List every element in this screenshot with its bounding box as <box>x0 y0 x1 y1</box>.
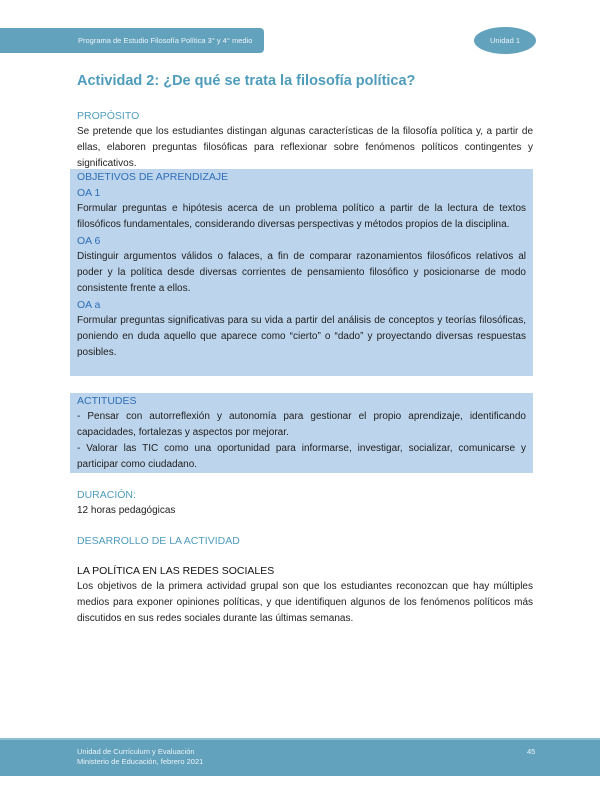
oa-text: Formular preguntas significativas para su vida a partir del análisis de conceptos y teorías filosóficas, poniendo en duda aquello que aparece como “cierto” o “dado” y proyectando diversas respuestas posibles. <box>77 315 526 358</box>
program-title: Programa de Estudio Filosofía Política 3° y 4° medio <box>78 36 253 45</box>
unit-badge <box>474 27 536 54</box>
actitudes-box <box>70 393 533 473</box>
unit-badge-label: Unidad 1 <box>489 36 521 45</box>
actitud-item: - Pensar con autorreflexión y autonomía para gestionar el propio aprendizaje, identificando capacidades, fortalezas y aspectos por mejorar. <box>77 411 526 438</box>
politica-redes-section <box>77 563 533 627</box>
oa-text: Formular preguntas e hipótesis acerca de un problema político a partir de la lectura de textos filosóficos fundamentales, considerando diversas perspectivas y métodos propios de la disciplina. <box>77 203 526 230</box>
politica-redes-text: Los objetivos de la primera actividad grupal son que los estudiantes reconozcan que hay múltiples medios para exponer opiniones políticas, y que identifiquen algunos de los fenómenos políticos más discutidos en sus redes sociales durante las últimas semanas. <box>77 581 533 624</box>
footer-credits <box>77 747 203 767</box>
oa-text: Distinguir argumentos válidos o falaces, a fin de comparar razonamientos filosóficos relativos al poder y la política desde diversas corrientes de pensamiento filosófico y posicionarse de modo consistente frente a ellos. <box>77 251 526 294</box>
proposito-section <box>77 108 533 172</box>
desarrollo-section <box>77 533 240 549</box>
duracion-section <box>77 487 533 519</box>
desarrollo-label: DESARROLLO DE LA ACTIVIDAD <box>77 535 240 547</box>
politica-redes-heading: LA POLÍTICA EN LAS REDES SOCIALES <box>77 565 275 577</box>
oa-code: OA 1 <box>77 187 101 199</box>
proposito-text: Se pretende que los estudiantes distingan algunas características de la filosofía política y, a partir de ellas, elaboren preguntas filosóficas para reflexionar sobre fenómenos políticos contingentes y significativos. <box>77 126 533 169</box>
activity-title: Actividad 2: ¿De qué se trata la filosofía política? <box>77 73 416 89</box>
actitudes-heading: ACTITUDES <box>77 395 137 407</box>
objetivos-box <box>70 169 533 376</box>
oa-code: OA a <box>77 299 101 311</box>
proposito-label: PROPÓSITO <box>77 110 140 122</box>
oa-code: OA 6 <box>77 235 101 247</box>
page-number: 45 <box>527 747 536 756</box>
header-program-bar <box>0 28 264 53</box>
footer-bar <box>0 738 600 776</box>
footer-line-1: Unidad de Currículum y Evaluación <box>77 747 195 756</box>
duracion-value: 12 horas pedagógicas <box>77 505 176 516</box>
objetivos-heading: OBJETIVOS DE APRENDIZAJE <box>77 171 229 183</box>
duracion-label: DURACIÓN: <box>77 489 136 501</box>
actitud-item: - Valorar las TIC como una oportunidad para informarse, investigar, socializar, comunicarse y participar como ciudadano. <box>77 443 526 470</box>
footer-line-2: Ministerio de Educación, febrero 2021 <box>77 757 204 766</box>
